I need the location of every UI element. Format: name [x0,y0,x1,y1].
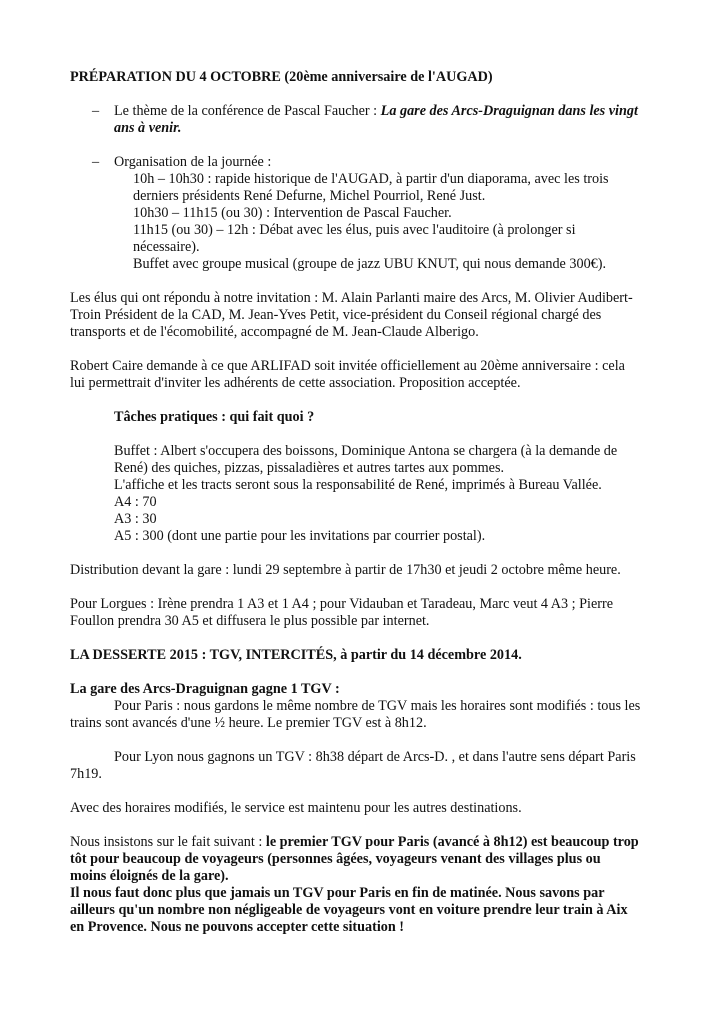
desserte-subtitle: La gare des Arcs-Draguignan gagne 1 TGV : [70,681,340,697]
insist-bold: le premier TGV pour Paris (avancé à 8h12) est beaucoup trop [265,834,639,850]
paris-line: trains sont avancés d'une ½ heure. Le premier TGV est à 8h12. [70,715,427,731]
insist-line: ailleurs qu'un nombre non négligeable de voyageurs vont en voiture prendre leur train à Aix [70,902,628,918]
insist-line: en Provence. Nous ne pouvons accepter cette situation ! [70,919,405,935]
buffet-line: Buffet : Albert s'occupera des boissons, Dominique Antona se chargera (à la demande de [114,443,618,459]
insist-line: Il nous faut donc plus que jamais un TGV pour Paris en fin de matinée. Nous savons par [70,885,605,901]
format-a5-line: A5 : 300 (dont une partie pour les invitations par courrier postal). [114,528,486,544]
distribution-line: Distribution devant la gare : lundi 29 septembre à partir de 17h30 et jeudi 2 octobre même heure. [70,562,621,578]
conference-theme-title-cont: ans à venir. [114,120,182,136]
organisation-label: Organisation de la journée : [114,154,272,170]
schedule-line: 10h – 10h30 : rapide historique de l'AUGAD, à partir d'un diaporama, avec les trois [133,171,609,187]
affiche-line: L'affiche et les tracts seront sous la responsabilité de René, imprimés à Bureau Vallée. [114,477,602,493]
lyon-line: Pour Lyon nous gagnons un TGV : 8h38 départ de Arcs-D. , et dans l'autre sens départ Paris [114,749,636,765]
caire-paragraph-line: lui permettrait d'inviter les adhérents de cette association. Proposition acceptée. [70,375,521,391]
elus-paragraph-line: transports et de l'écomobilité, accompagné de M. Jean-Claude Alberigo. [70,324,479,340]
conference-theme-title: La gare des Arcs-Draguignan dans les vingt [380,103,638,119]
elus-paragraph-line: Les élus qui ont répondu à notre invitation : M. Alain Parlanti maire des Arcs, M. Olivier Audibert- [70,290,633,306]
schedule-line: nécessaire). [133,239,200,255]
elus-paragraph-line: Troin Président de la CAD, M. Jean-Yves Petit, vice-président du Conseil régional chargé des [70,307,602,323]
insist-prefix: Nous insistons sur le fait suivant : [70,834,266,850]
format-a4-line: A4 : 70 [114,494,157,510]
bullet-dash: – [92,154,100,170]
paris-line: Pour Paris : nous gardons le même nombre de TGV mais les horaires sont modifiés : tous les [114,698,641,714]
taches-heading: Tâches pratiques : qui fait quoi ? [114,409,315,425]
lyon-line: 7h19. [70,766,102,782]
format-a3-line: A3 : 30 [114,511,157,527]
insist-line: tôt pour beaucoup de voyageurs (personnes âgées, voyageurs venant des villages plus ou [70,851,601,867]
bullet-dash: – [92,103,100,119]
lorgues-line: Foullon prendra 30 A5 et diffusera le plus possible par internet. [70,613,430,629]
schedule-line: Buffet avec groupe musical (groupe de jazz UBU KNUT, qui nous demande 300€). [133,256,607,272]
schedule-line: 10h30 – 11h15 (ou 30) : Intervention de Pascal Faucher. [133,205,452,221]
schedule-line: derniers présidents René Defurne, Michel Pourriol, René Just. [133,188,486,204]
conference-theme-prefix: Le thème de la conférence de Pascal Faucher : [114,103,381,119]
lorgues-line: Pour Lorgues : Irène prendra 1 A3 et 1 A4 ; pour Vidauban et Taradeau, Marc veut 4 A3 ; Pierre [70,596,614,612]
buffet-line: René) des quiches, pizzas, pissaladières et autres tartes aux pommes. [114,460,505,476]
insist-line: moins éloignés de la gare). [70,868,229,884]
insist-line [70,834,639,851]
section-title-preparation: PRÉPARATION DU 4 OCTOBRE (20ème anniversaire de l'AUGAD) [70,69,493,85]
schedule-line: 11h15 (ou 30) – 12h : Débat avec les élus, puis avec l'auditoire (à prolonger si [133,222,576,238]
caire-paragraph-line: Robert Caire demande à ce que ARLIFAD soit invitée officiellement au 20ème anniversaire : cela [70,358,625,374]
section-title-desserte: LA DESSERTE 2015 : TGV, INTERCITÉS, à partir du 14 décembre 2014. [70,647,522,663]
service-line: Avec des horaires modifiés, le service est maintenu pour les autres destinations. [70,800,522,816]
conference-theme-line [114,103,638,120]
